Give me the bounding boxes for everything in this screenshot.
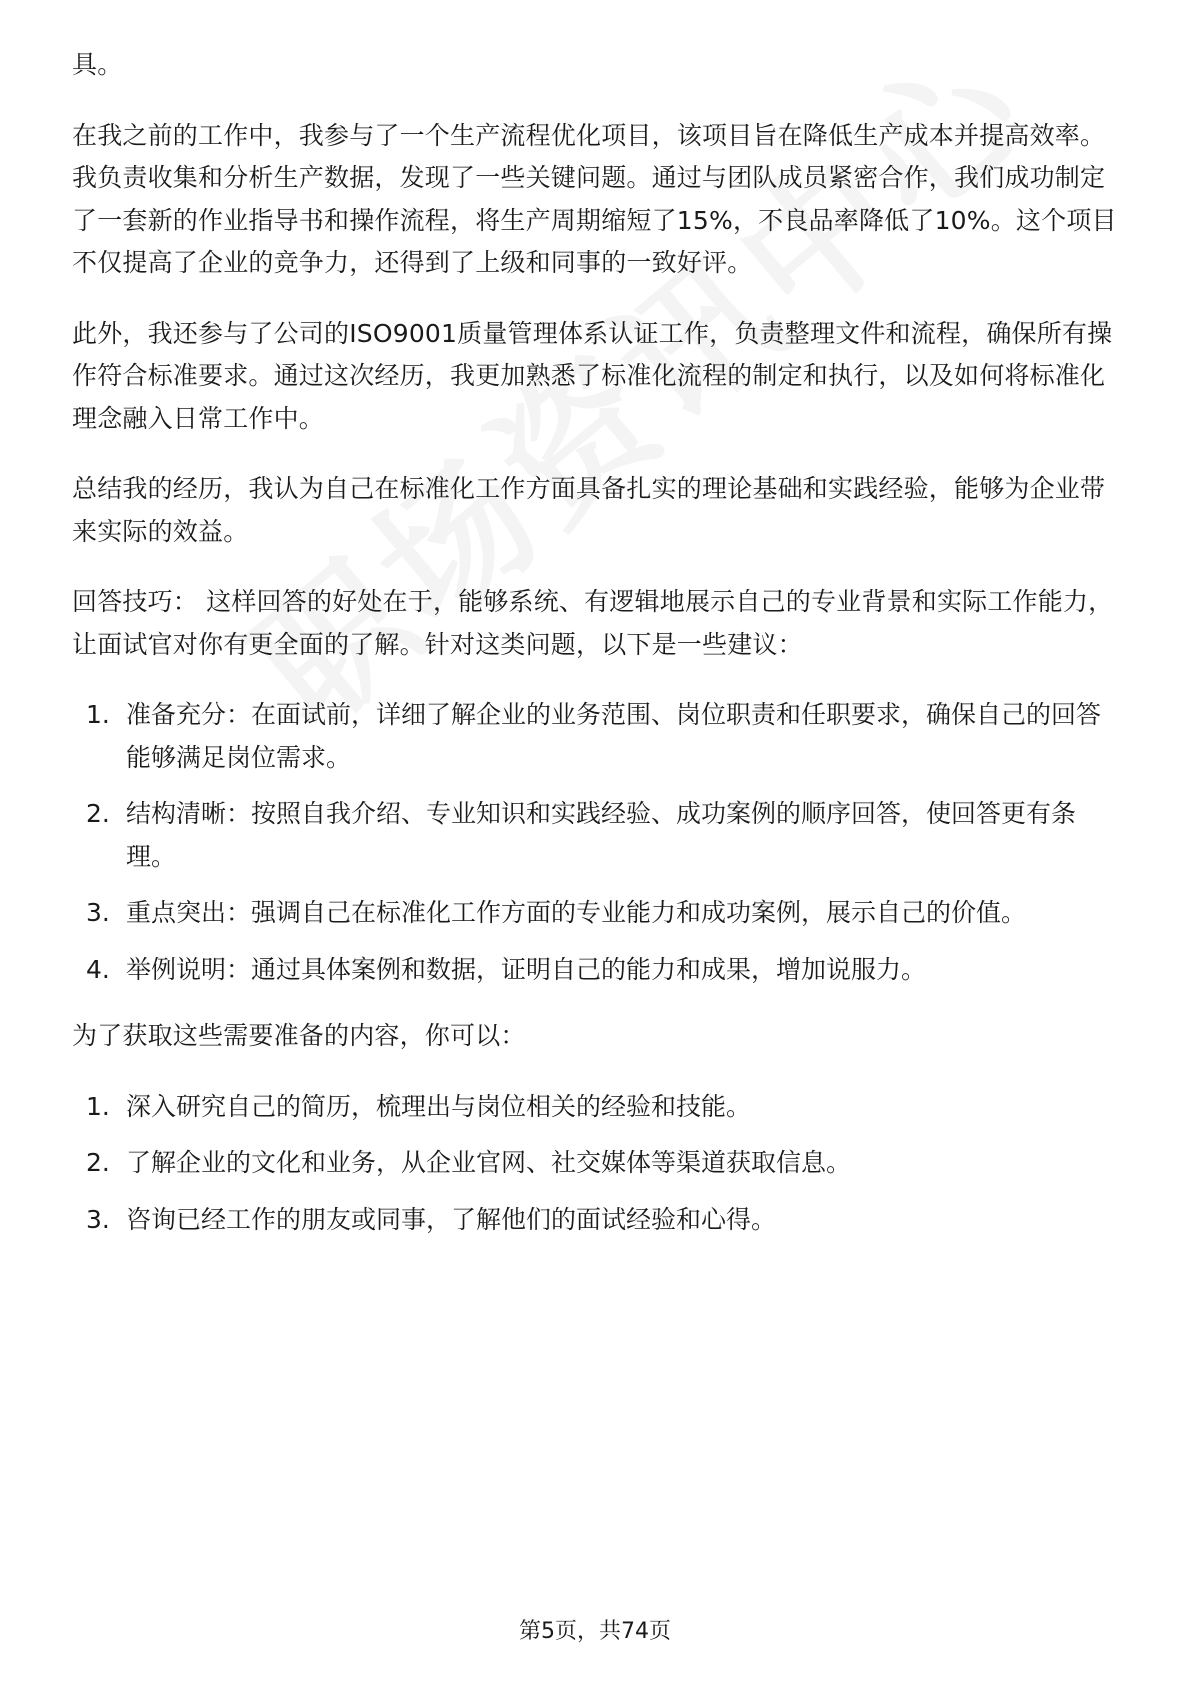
page-footer: 第5页，共74页: [519, 1619, 671, 1644]
list-number: 1.: [86, 1091, 110, 1121]
paragraph-prep-intro: 为了获取这些需要准备的内容，你可以：: [72, 1021, 526, 1050]
list-item: [72, 892, 1118, 935]
list-number: 4.: [86, 954, 110, 984]
list-item: [72, 1086, 1118, 1129]
list-item: [72, 1199, 1118, 1242]
list-item-text: 结构清晰：按照自我介绍、专业知识和实践经验、成功案例的顺序回答，使回答更有条理。: [126, 799, 1077, 871]
list-number: 2.: [86, 1148, 110, 1177]
list-item-text: 举例说明：通过具体案例和数据，证明自己的能力和成果，增加说服力。: [126, 954, 927, 984]
list-number: 3.: [86, 898, 110, 927]
list-number: 1.: [86, 700, 110, 729]
list-item: [72, 949, 1118, 992]
tips-list: [72, 694, 1118, 991]
list-item-text: 深入研究自己的简历，梳理出与岗位相关的经验和技能。: [126, 1091, 752, 1121]
paragraph-continuation: 具。: [72, 50, 123, 79]
document-body: [72, 44, 1118, 1265]
prep-list: [72, 1086, 1118, 1242]
list-item: [72, 694, 1118, 779]
list-item-text: 准备充分：在面试前，详细了解企业的业务范围、岗位职责和任职要求，确保自己的回答能够满足岗位需求。: [126, 700, 1102, 772]
list-number: 3.: [86, 1204, 110, 1234]
paragraph-project-experience: 在我之前的工作中，我参与了一个生产流程优化项目，该项目旨在降低生产成本并提高效率。我负责收集和分析生产数据，发现了一些关键问题。通过与团队成员紧密合作，我们成功制定了一套新的作业指导书和操作流程，将生产周期缩短了15%，不良品率降低了10%。这个项目不仅提高了企业的竞争力，还得到了上级和同事的一致好评。: [72, 120, 1117, 277]
paragraph-summary: 总结我的经历，我认为自己在标准化工作方面具备扎实的理论基础和实践经验，能够为企业带来实际的效益。: [72, 474, 1106, 546]
list-item: [72, 793, 1118, 878]
list-item-text: 重点突出：强调自己在标准化工作方面的专业能力和成功案例，展示自己的价值。: [126, 898, 1027, 927]
list-item-text: 了解企业的文化和业务，从企业官网、社交媒体等渠道获取信息。: [126, 1148, 852, 1177]
paragraph-answer-tips: 回答技巧： 这样回答的好处在于，能够系统、有逻辑地展示自己的专业背景和实际工作能力，让面试官对你有更全面的了解。针对这类问题，以下是一些建议：: [72, 587, 1114, 659]
list-item: [72, 1142, 1118, 1185]
list-item-text: 咨询已经工作的朋友或同事，了解他们的面试经验和心得。: [126, 1204, 777, 1234]
list-number: 2.: [86, 799, 110, 828]
paragraph-iso-experience: 此外，我还参与了公司的ISO9001质量管理体系认证工作，负责整理文件和流程，确保所有操作符合标准要求。通过这次经历，我更加熟悉了标准化流程的制定和执行，以及如何将标准化理念融入日常工作中。: [72, 318, 1113, 433]
